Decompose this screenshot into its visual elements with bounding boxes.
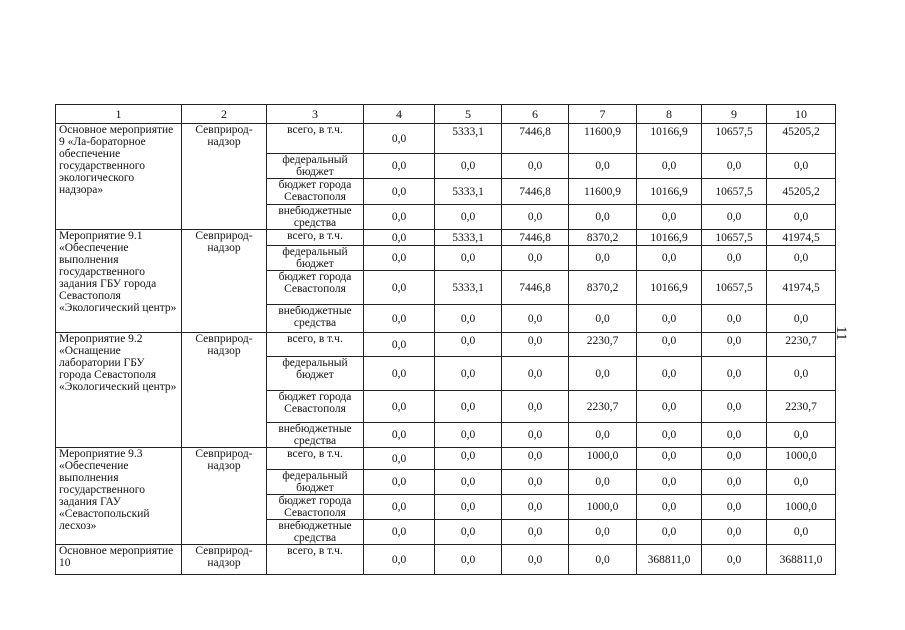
table-row: [56, 545, 836, 575]
value-cell: 5333,1: [435, 124, 502, 154]
value-cell: 2230,7: [767, 391, 836, 423]
measure-name: Мероприятие 9.1 «Обеспечение выполнения государственного задания ГБУ города Севастополя «Экологический центр»: [56, 230, 182, 333]
value-cell: 8370,2: [569, 230, 637, 246]
value-cell: 10166,9: [637, 179, 702, 205]
measure-name: Основное мероприятие 10: [56, 545, 182, 575]
funding-source: федеральный бюджет: [267, 357, 364, 391]
value-cell: 10657,5: [702, 124, 767, 154]
funding-source: всего, в т.ч.: [267, 545, 364, 575]
table-row: [56, 448, 836, 470]
value-cell: 0,0: [435, 357, 502, 391]
value-cell: 0,0: [364, 357, 435, 391]
value-cell: 45205,2: [767, 124, 836, 154]
value-cell: 0,0: [637, 205, 702, 230]
value-cell: 0,0: [569, 423, 637, 448]
value-cell: 0,0: [364, 305, 435, 333]
value-cell: 0,0: [637, 470, 702, 495]
value-cell: 0,0: [702, 495, 767, 520]
value-cell: 0,0: [364, 423, 435, 448]
value-cell: 1000,0: [767, 448, 836, 470]
value-cell: 0,0: [637, 246, 702, 271]
value-cell: 0,0: [767, 520, 836, 545]
value-cell: 7446,8: [502, 271, 569, 305]
value-cell: 10166,9: [637, 124, 702, 154]
value-cell: 7446,8: [502, 124, 569, 154]
header-cell-6: 6: [502, 105, 569, 124]
value-cell: 0,0: [435, 423, 502, 448]
value-cell: 10166,9: [637, 230, 702, 246]
value-cell: 0,0: [702, 357, 767, 391]
value-cell: 0,0: [364, 205, 435, 230]
value-cell: 5333,1: [435, 271, 502, 305]
table-row: [56, 333, 836, 357]
value-cell: 0,0: [767, 154, 836, 179]
value-cell: 0,0: [502, 154, 569, 179]
value-cell: 0,0: [364, 154, 435, 179]
value-cell: 2230,7: [569, 333, 637, 357]
value-cell: 0,0: [502, 448, 569, 470]
value-cell: 0,0: [435, 391, 502, 423]
header-cell-5: 5: [435, 105, 502, 124]
value-cell: 0,0: [767, 305, 836, 333]
header-cell-8: 8: [637, 105, 702, 124]
value-cell: 0,0: [702, 333, 767, 357]
header-cell-1: 1: [56, 105, 182, 124]
value-cell: 0,0: [767, 357, 836, 391]
value-cell: 368811,0: [637, 545, 702, 575]
header-cell-7: 7: [569, 105, 637, 124]
value-cell: 0,0: [637, 154, 702, 179]
value-cell: 0,0: [637, 423, 702, 448]
value-cell: 0,0: [364, 124, 435, 154]
value-cell: 0,0: [637, 448, 702, 470]
value-cell: 0,0: [569, 305, 637, 333]
table-row: [56, 124, 836, 154]
value-cell: 0,0: [702, 545, 767, 575]
value-cell: 0,0: [435, 205, 502, 230]
funding-source: всего, в т.ч.: [267, 448, 364, 470]
value-cell: 5333,1: [435, 179, 502, 205]
responsible-org: Севприрод-надзор: [182, 545, 267, 575]
value-cell: 0,0: [364, 391, 435, 423]
value-cell: 0,0: [569, 520, 637, 545]
value-cell: 0,0: [637, 391, 702, 423]
value-cell: 2230,7: [767, 333, 836, 357]
funding-source: внебюджетные средства: [267, 423, 364, 448]
funding-source: внебюджетные средства: [267, 305, 364, 333]
funding-source: внебюджетные средства: [267, 520, 364, 545]
value-cell: 0,0: [637, 305, 702, 333]
value-cell: 41974,5: [767, 230, 836, 246]
value-cell: 0,0: [435, 305, 502, 333]
value-cell: 0,0: [767, 470, 836, 495]
value-cell: 0,0: [364, 246, 435, 271]
funding-source: федеральный бюджет: [267, 154, 364, 179]
value-cell: 10166,9: [637, 271, 702, 305]
value-cell: 0,0: [569, 154, 637, 179]
value-cell: 0,0: [702, 423, 767, 448]
value-cell: 0,0: [364, 545, 435, 575]
value-cell: 8370,2: [569, 271, 637, 305]
value-cell: 0,0: [569, 470, 637, 495]
value-cell: 1000,0: [569, 495, 637, 520]
value-cell: 7446,8: [502, 230, 569, 246]
value-cell: 1000,0: [767, 495, 836, 520]
funding-source: бюджет города Севастополя: [267, 495, 364, 520]
value-cell: 0,0: [702, 520, 767, 545]
value-cell: 0,0: [502, 246, 569, 271]
value-cell: 0,0: [637, 333, 702, 357]
value-cell: 11600,9: [569, 124, 637, 154]
measure-name: Мероприятие 9.2 «Оснащение лаборатории ГБУ города Севастополя «Экологический центр»: [56, 333, 182, 448]
header-cell-4: 4: [364, 105, 435, 124]
responsible-org: Севприрод-надзор: [182, 448, 267, 545]
budget-table: [55, 104, 836, 575]
value-cell: 0,0: [502, 520, 569, 545]
value-cell: 0,0: [364, 333, 435, 357]
value-cell: 0,0: [569, 246, 637, 271]
value-cell: 7446,8: [502, 179, 569, 205]
value-cell: 0,0: [364, 230, 435, 246]
value-cell: 41974,5: [767, 271, 836, 305]
value-cell: 0,0: [702, 205, 767, 230]
value-cell: 0,0: [569, 205, 637, 230]
value-cell: 0,0: [364, 271, 435, 305]
value-cell: 45205,2: [767, 179, 836, 205]
measure-name: Мероприятие 9.3 «Обеспечение выполнения государственного задания ГАУ «Севастопольский лесхоз»: [56, 448, 182, 545]
value-cell: 0,0: [569, 357, 637, 391]
header-cell-3: 3: [267, 105, 364, 124]
value-cell: 0,0: [637, 357, 702, 391]
value-cell: 0,0: [502, 545, 569, 575]
value-cell: 0,0: [502, 391, 569, 423]
value-cell: 10657,5: [702, 230, 767, 246]
header-cell-10: 10: [767, 105, 836, 124]
value-cell: 0,0: [502, 305, 569, 333]
value-cell: 0,0: [702, 448, 767, 470]
value-cell: 0,0: [637, 520, 702, 545]
value-cell: 0,0: [702, 391, 767, 423]
measure-name: Основное мероприятие 9 «Ла-бораторное обеспечение государственного экологического надзора»: [56, 124, 182, 230]
responsible-org: Севприрод-надзор: [182, 230, 267, 333]
header-row: [56, 105, 836, 124]
value-cell: 11600,9: [569, 179, 637, 205]
value-cell: 1000,0: [569, 448, 637, 470]
value-cell: 0,0: [435, 495, 502, 520]
value-cell: 0,0: [702, 246, 767, 271]
value-cell: 0,0: [435, 246, 502, 271]
value-cell: 0,0: [435, 448, 502, 470]
value-cell: 0,0: [502, 470, 569, 495]
value-cell: 0,0: [502, 205, 569, 230]
value-cell: 0,0: [364, 495, 435, 520]
table-row: [56, 230, 836, 246]
funding-source: бюджет города Севастополя: [267, 179, 364, 205]
funding-source: бюджет города Севастополя: [267, 271, 364, 305]
funding-source: всего, в т.ч.: [267, 124, 364, 154]
value-cell: 0,0: [502, 423, 569, 448]
value-cell: 0,0: [502, 357, 569, 391]
value-cell: 2230,7: [569, 391, 637, 423]
value-cell: 10657,5: [702, 271, 767, 305]
value-cell: 0,0: [435, 520, 502, 545]
header-cell-2: 2: [182, 105, 267, 124]
value-cell: 0,0: [435, 470, 502, 495]
value-cell: 0,0: [502, 495, 569, 520]
value-cell: 0,0: [637, 495, 702, 520]
value-cell: 0,0: [702, 470, 767, 495]
value-cell: 0,0: [767, 205, 836, 230]
value-cell: 0,0: [364, 520, 435, 545]
value-cell: 0,0: [767, 423, 836, 448]
funding-source: бюджет города Севастополя: [267, 391, 364, 423]
value-cell: 0,0: [767, 246, 836, 271]
value-cell: 0,0: [702, 305, 767, 333]
value-cell: 0,0: [435, 154, 502, 179]
value-cell: 0,0: [502, 333, 569, 357]
responsible-org: Севприрод-надзор: [182, 124, 267, 230]
page-number: 11: [833, 326, 849, 341]
header-cell-9: 9: [702, 105, 767, 124]
value-cell: 0,0: [364, 470, 435, 495]
responsible-org: Севприрод-надзор: [182, 333, 267, 448]
value-cell: 0,0: [364, 179, 435, 205]
value-cell: 0,0: [702, 154, 767, 179]
funding-source: всего, в т.ч.: [267, 333, 364, 357]
value-cell: 10657,5: [702, 179, 767, 205]
funding-source: внебюджетные средства: [267, 205, 364, 230]
value-cell: 368811,0: [767, 545, 836, 575]
value-cell: 5333,1: [435, 230, 502, 246]
funding-source: всего, в т.ч.: [267, 230, 364, 246]
funding-source: федеральный бюджет: [267, 470, 364, 495]
value-cell: 0,0: [435, 333, 502, 357]
funding-source: федеральный бюджет: [267, 246, 364, 271]
value-cell: 0,0: [569, 545, 637, 575]
value-cell: 0,0: [435, 545, 502, 575]
value-cell: 0,0: [364, 448, 435, 470]
